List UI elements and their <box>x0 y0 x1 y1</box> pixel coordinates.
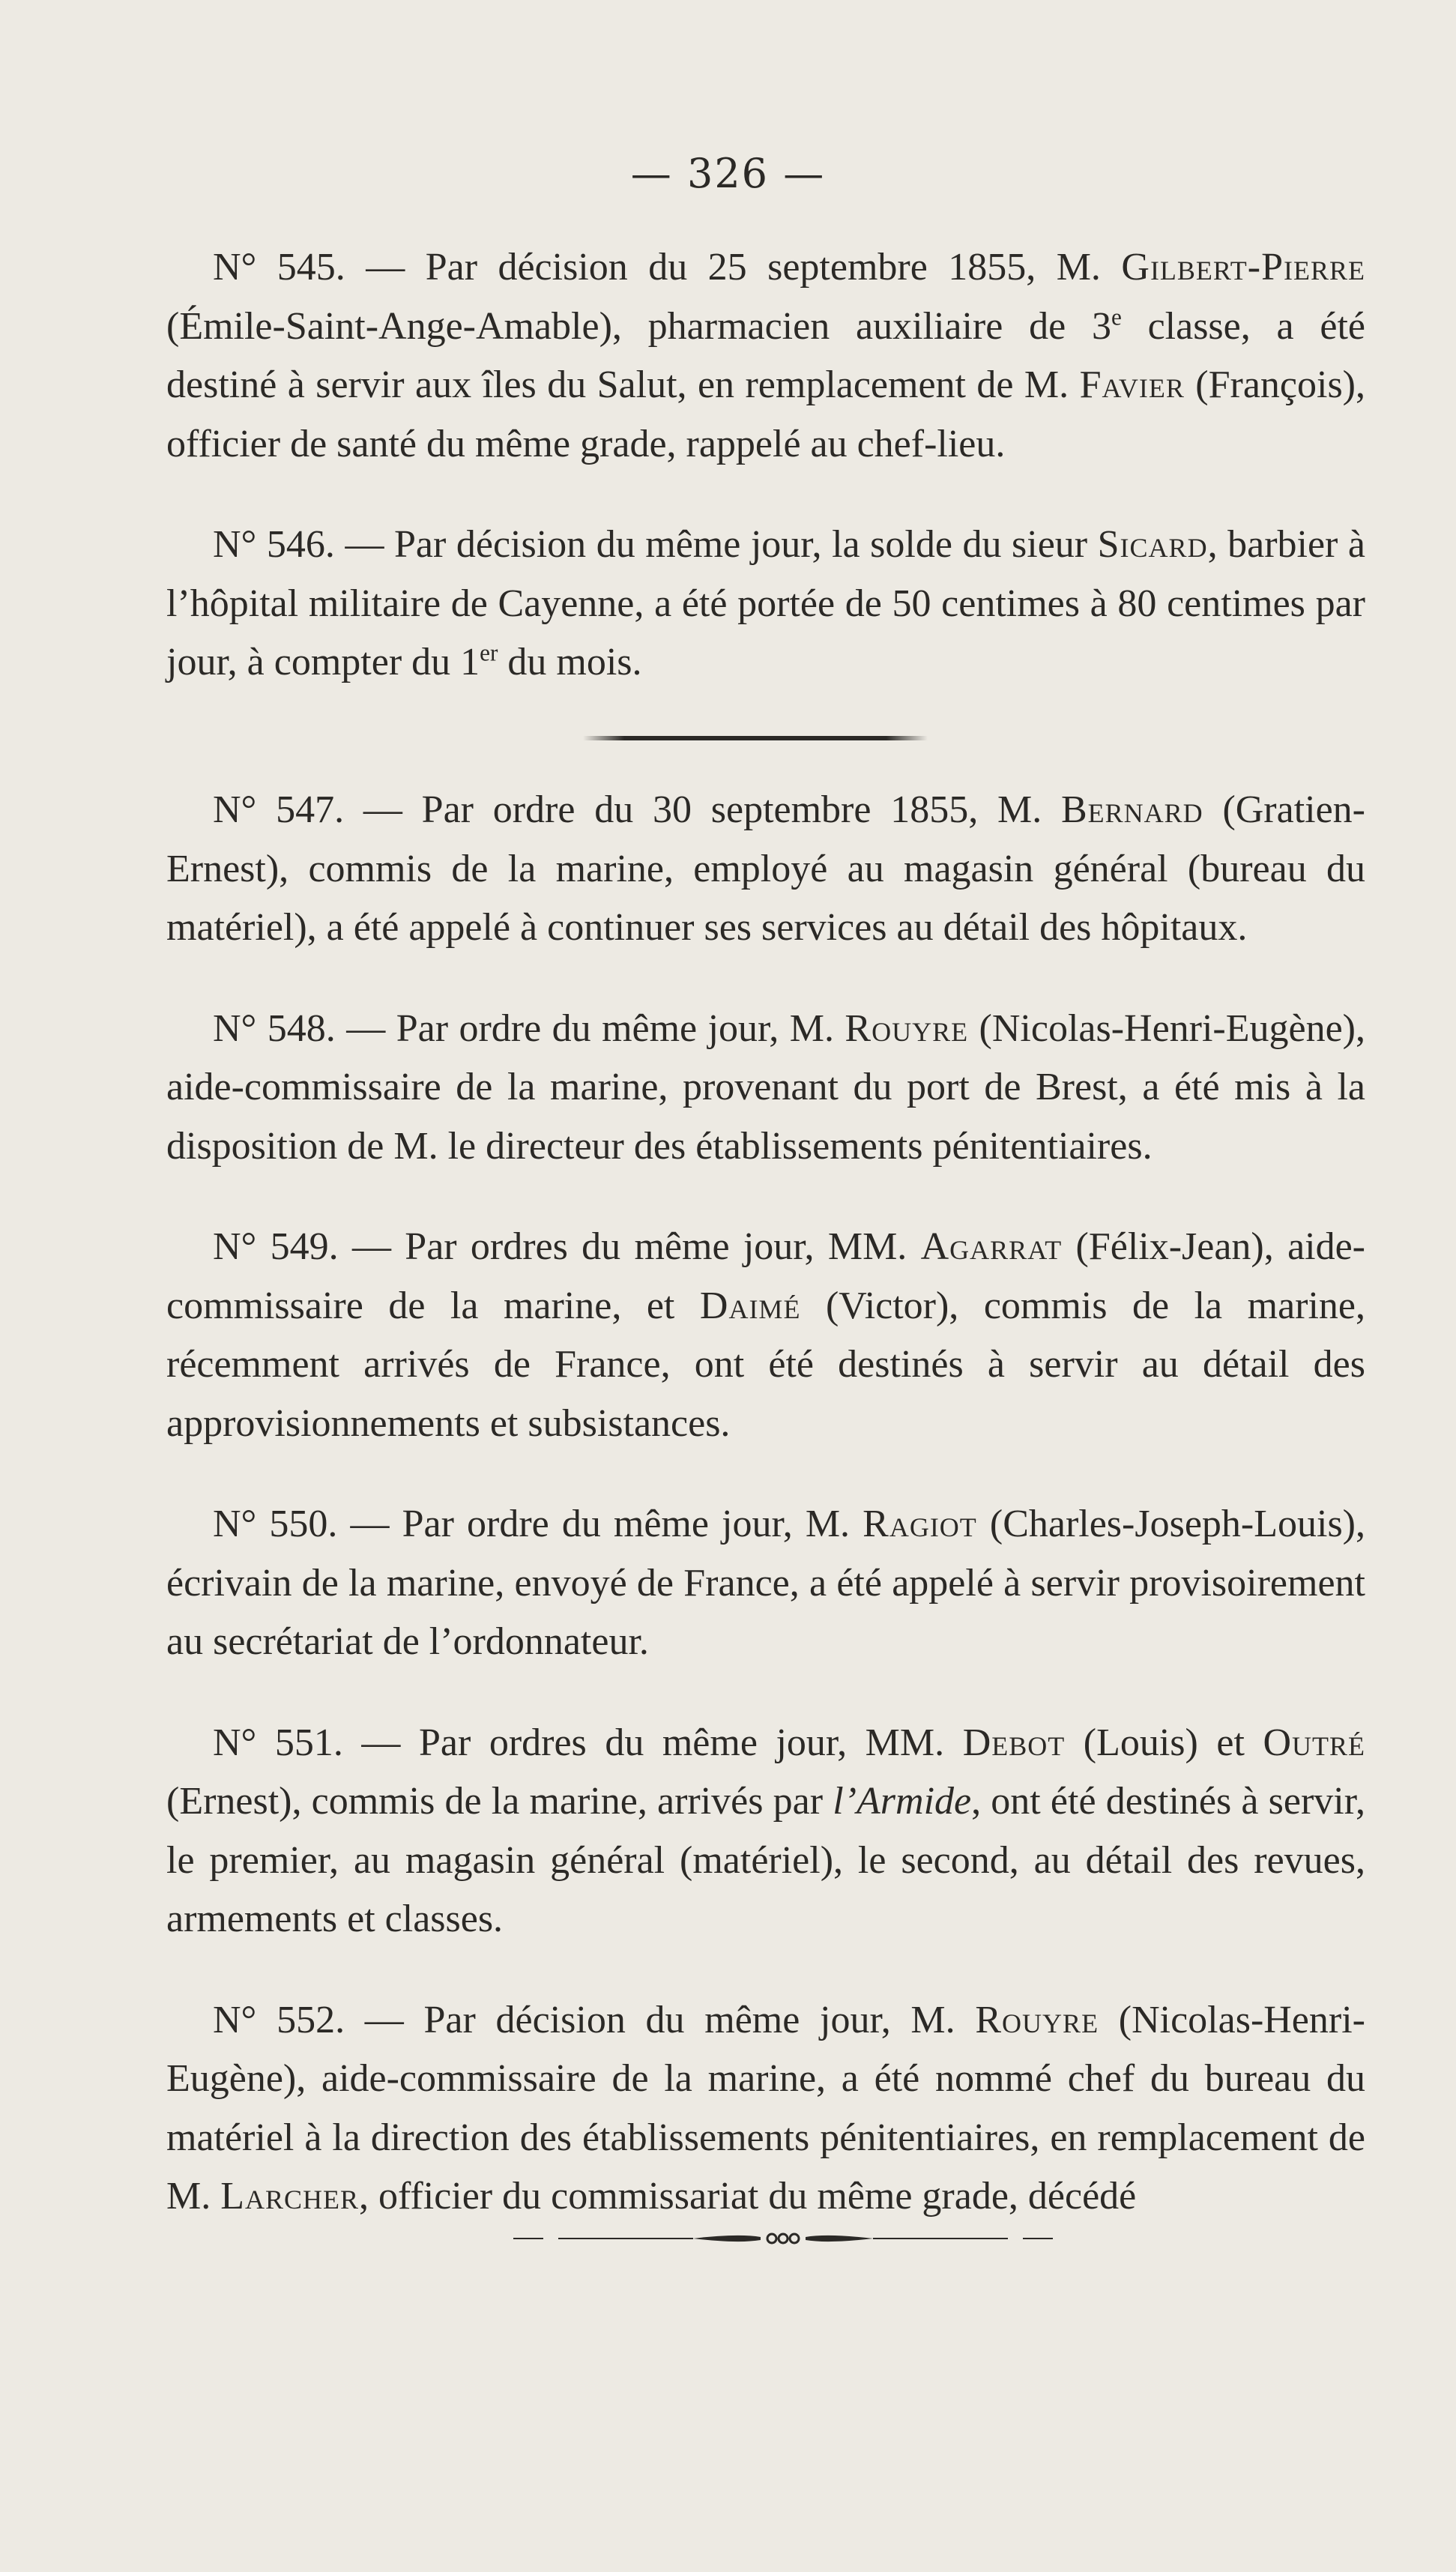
text-run: (Ernest), commis de la marine, arrivés par <box>166 1780 833 1823</box>
section-divider <box>583 736 928 740</box>
end-ornament <box>513 2227 1053 2250</box>
text-run: Par ordres du même jour, MM. <box>400 1721 963 1764</box>
person-name: Gilbert-Pierre <box>1121 246 1365 289</box>
text-run: (Nicolas-Henri-Eugène), aide-commissaire de la marine, a été nommé chef du bureau du matériel à la direction des établissements pénitentiaires, en remplacement de M. <box>166 1998 1365 2218</box>
paragraph-548 <box>166 1000 1365 1177</box>
person-name: Rouyre <box>845 1006 969 1050</box>
person-name: Agarrat <box>920 1225 1063 1268</box>
page-number: — 326 — <box>630 150 826 197</box>
text-run: (Charles-Joseph-Louis), écrivain de la marine, envoyé de France, a été appelé à servir provisoirement au secrétariat de l’ordonnateur. <box>166 1503 1365 1663</box>
paragraph-547 <box>166 781 1365 958</box>
text-run: (Nicolas-Henri-Eugène), aide-commissaire de la marine, provenant du port de Brest, a été mis à la disposition de M. le directeur des établissements pénitentiaires. <box>166 1006 1365 1168</box>
text-run: du mois. <box>498 641 642 683</box>
superscript: er <box>480 639 498 666</box>
text-block-2 <box>166 781 1365 2227</box>
entry-number: N° 551. — <box>213 1721 401 1764</box>
text-run: Par ordre du même jour, M. <box>389 1503 863 1545</box>
person-name: Sicard <box>1097 523 1208 566</box>
person-name: Daimé <box>699 1284 801 1327</box>
paragraph-552 <box>166 1991 1365 2227</box>
text-run: Par décision du même jour, M. <box>403 1998 976 2041</box>
entry-number: N° 546. — <box>213 523 384 566</box>
entry-number: N° 547. — <box>213 788 402 831</box>
person-name: Outré <box>1263 1721 1366 1764</box>
paragraph-545 <box>166 238 1365 474</box>
text-run: (Émile-Saint-Ange-Amable), pharmacien auxiliaire de 3 <box>166 304 1111 348</box>
person-name: Debot <box>962 1721 1066 1764</box>
text-run: , officier du commissariat du même grade, décédé <box>359 2175 1137 2218</box>
text-run: Par décision du 25 septembre 1855, M. <box>405 246 1122 289</box>
text-run: Par décision du même jour, la solde du sieur <box>384 523 1098 566</box>
entry-number: N° 549. — <box>213 1225 391 1268</box>
text-run: classe, a été destiné à servir aux îles du Salut, en remplacement de M. <box>166 304 1365 406</box>
person-name: Larcher <box>220 2175 360 2218</box>
text-run: Par ordre du 30 septembre 1855, M. <box>402 788 1061 831</box>
text-run: (Félix-Jean), aide-commissaire de la marine, et <box>166 1225 1365 1327</box>
text-run: Par ordre du même jour, M. <box>385 1006 845 1050</box>
text-run: Par ordres du même jour, MM. <box>390 1225 921 1268</box>
entry-number: N° 550. — <box>213 1503 390 1545</box>
person-name: Rouyre <box>975 1998 1099 2041</box>
paragraph-551 <box>166 1714 1365 1949</box>
text-run: (François), officier de santé du même grade, rappelé au chef-lieu. <box>166 363 1366 465</box>
person-name: Ragiot <box>863 1503 977 1545</box>
person-name: Bernard <box>1060 788 1203 831</box>
ship-name: l’Armide <box>833 1780 972 1823</box>
text-run: , barbier à l’hôpital militaire de Cayenne, a été portée de 50 centimes à 80 centimes par jour, à compter du 1 <box>166 523 1365 683</box>
entry-number: N° 548. — <box>213 1006 386 1050</box>
entry-number: N° 545. — <box>213 246 405 289</box>
superscript: e <box>1111 304 1122 330</box>
paragraph-549 <box>166 1218 1365 1453</box>
entry-number: N° 552. — <box>213 1998 404 2041</box>
text-run: (Louis) et <box>1065 1721 1263 1764</box>
text-run: (Gratien-Ernest), commis de la marine, employé au magasin général (bureau du matériel), a été appelé à continuer ses services au détail des hôpitaux. <box>166 788 1365 949</box>
text-run: , ont été destinés à servir, le premier, au magasin général (matériel), le second, au détail des revues, armements et classes. <box>166 1780 1365 1940</box>
text-block-1 <box>166 238 1365 692</box>
person-name: Favier <box>1079 363 1185 406</box>
paragraph-550 <box>166 1495 1365 1672</box>
text-run: (Victor), commis de la marine, récemment arrivés de France, ont été destinés à servir au détail des approvisionnements et subsistances. <box>166 1284 1365 1445</box>
paragraph-546 <box>166 516 1365 692</box>
